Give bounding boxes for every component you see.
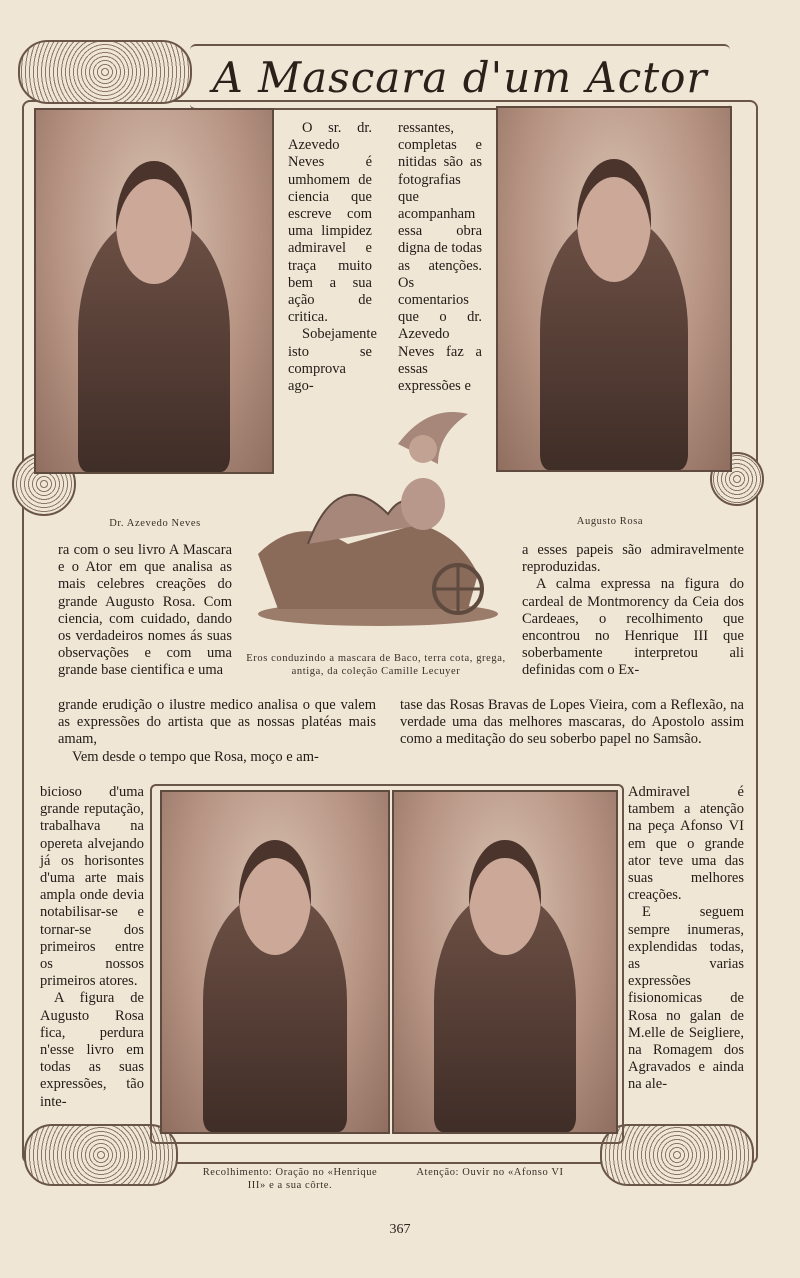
- paragraph: ressantes, completas e nitidas são as fotografias que acompanham essa obra digna de todas as atenções. Os comentarios que o dr. Azevedo Neves faz a essas expressões e: [398, 120, 482, 395]
- paragraph: E seguem sempre inumeras, explendidas todas, as varias expressões fisionomicas de Rosa no galan de M.elle de Seigliere, na Romagem dos Agravados e ainda na ale-: [628, 904, 744, 1093]
- paragraph: A calma expressa na figura do cardeal de Montmorency da Ceia dos Cardeaes, o recolhimento que encontrou no Henrique III que soberbamente interpretou ali definidas com o Ex-: [522, 576, 744, 679]
- paragraph: O sr. dr. Azevedo Neves é umhomem de ciencia que escreve com uma limpidez admiravel e traça muito bem a sua ação de critica.: [288, 120, 372, 326]
- paragraph: a esses papeis são admiravelmente reproduzidas.: [522, 542, 744, 576]
- caption-statue: Eros conduzindo a mascara de Baco, terra cota, grega, antiga, da coleção Camille Lecuyer: [246, 653, 506, 677]
- text-wide-left: [58, 697, 376, 766]
- photo-head: [239, 840, 311, 956]
- text-bottom-left: [40, 784, 144, 1111]
- paragraph: Sobejamente isto se comprova ago-: [288, 326, 377, 395]
- text-wide-right: [400, 697, 744, 749]
- paragraph: A figura de Augusto Rosa fica, perdura n'esse livro em todas as suas expressões, tão inte-: [40, 990, 144, 1110]
- portrait-head: [116, 161, 192, 284]
- page-title: A Mascara d'um Actor: [190, 44, 730, 110]
- portrait-augusto-rosa: [496, 106, 732, 472]
- caption-bottom-left: Recolhimento: Oração no «Henrique III» e a sua côrte.: [202, 1167, 378, 1191]
- text-bottom-right: [628, 784, 744, 1094]
- caption-right-portrait: Augusto Rosa: [576, 516, 644, 527]
- paragraph: tase das Rosas Bravas de Lopes Vieira, com a Reflexão, na verdade uma das melhores mascaras, do Apostolo assim como a meditação do seu soberbo papel no Samsão.: [400, 697, 744, 748]
- statue-eros-image: [238, 404, 514, 632]
- text-top-col2: [398, 120, 482, 395]
- text-mid-right: [522, 542, 744, 680]
- page-number: 367: [389, 1222, 411, 1237]
- caption-left-portrait: Dr. Azevedo Neves: [109, 518, 201, 529]
- paragraph: Admiravel é tambem a atenção na peça Afonso VI em que o grande ator teve uma das suas melhores creações.: [628, 784, 744, 904]
- text-mid-left: [58, 542, 232, 680]
- text-top-col1: [288, 120, 377, 395]
- photo-recolhimento: [160, 790, 390, 1134]
- ornament-top-left-icon: [18, 40, 192, 104]
- caption-bottom-right: Atenção: Ouvir no «Afonso VI: [416, 1167, 564, 1178]
- portrait-head: [577, 159, 651, 282]
- photo-atencao: [392, 790, 618, 1134]
- paragraph: ra com o seu livro A Mascara e o Ator em que analisa as mais celebres creações do grande Augusto Rosa. Com ciencia, com cuidado, dando os verdadeiros nomes ás suas observações e com uma grande base cientifica e uma: [58, 542, 232, 679]
- paragraph: bicioso d'uma grande reputação, trabalhava na opereta alvejando já os horisontes d'uma arte mais ampla onde devia notabilisar-se e tornar-se dos primeiros entre os nossos primeiros atores.: [40, 784, 144, 990]
- paragraph: Vem desde o tempo que Rosa, moço e am-: [72, 748, 319, 765]
- paragraph: grande erudição o ilustre medico analisa o que valem as expressões do artista que as nossas platéas mais amam,: [58, 697, 376, 748]
- photo-head: [469, 840, 540, 956]
